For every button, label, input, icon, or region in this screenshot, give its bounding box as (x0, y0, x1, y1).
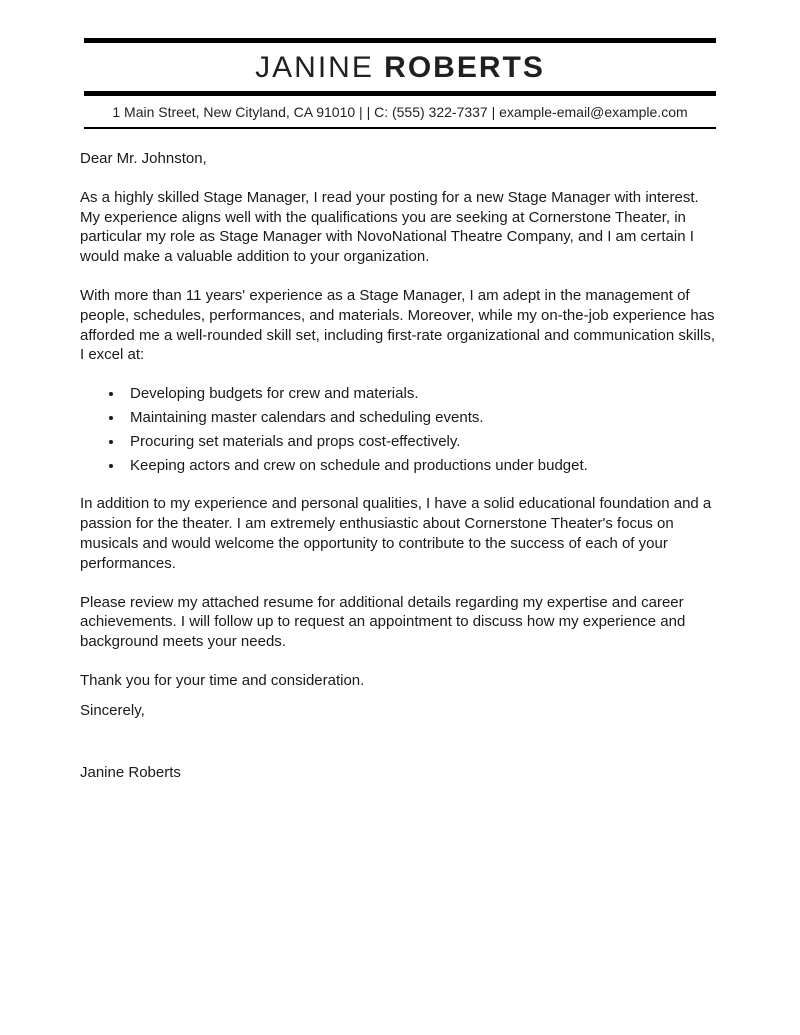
salutation: Dear Mr. Johnston, (80, 150, 207, 167)
paragraph-intro: As a highly skilled Stage Manager, I read your posting for a new Stage Manager with interest. My experience aligns well with the qualifications you are seeking at Cornerstone Theater, in particular my role as Stage Manager with NovoNational Theatre Company, and I am certain I would make a valuable addition to your organization. (80, 188, 699, 266)
paragraph-education: In addition to my experience and personal qualities, I have a solid educational foundation and a passion for the theater. I am extremely enthusiastic about Cornerstone Theater's focus on musicals and would welcome the opportunity to contribute to the success of each of your performances. (80, 495, 712, 572)
closing-line: Sincerely, (80, 701, 145, 719)
list-item: • Developing budgets for crew and materials. (124, 384, 720, 404)
skills-bullet-list (80, 384, 720, 475)
letter-body (80, 129, 720, 782)
name-first: JANINE (255, 51, 374, 84)
name-last: ROBERTS (384, 51, 545, 84)
contact-info: 1 Main Street, New Cityland, CA 91010 | | C: (555) 322-7337 | example-email@example.com (112, 104, 688, 120)
list-item: • Maintaining master calendars and scheduling events. (124, 408, 720, 428)
list-item: • Keeping actors and crew on schedule and productions under budget. (124, 456, 720, 476)
signature-name: Janine Roberts (80, 763, 181, 781)
paragraph-followup: Please review my attached resume for additional details regarding my expertise and career achievements. I will follow up to request an appointment to discuss how my experience and background meets your needs. (80, 593, 686, 651)
paragraph-experience: With more than 11 years' experience as a Stage Manager, I am adept in the management of people, schedules, performances, and materials. Moreover, while my on-the-job experience has afforded me a well-rounded skill set, including first-rate organizational and communication skills, I excel at: (80, 286, 716, 364)
thank-you-line: Thank you for your time and consideration. (80, 671, 365, 689)
page-title (80, 43, 720, 91)
list-item: • Procuring set materials and props cost-effectively. (124, 432, 720, 452)
